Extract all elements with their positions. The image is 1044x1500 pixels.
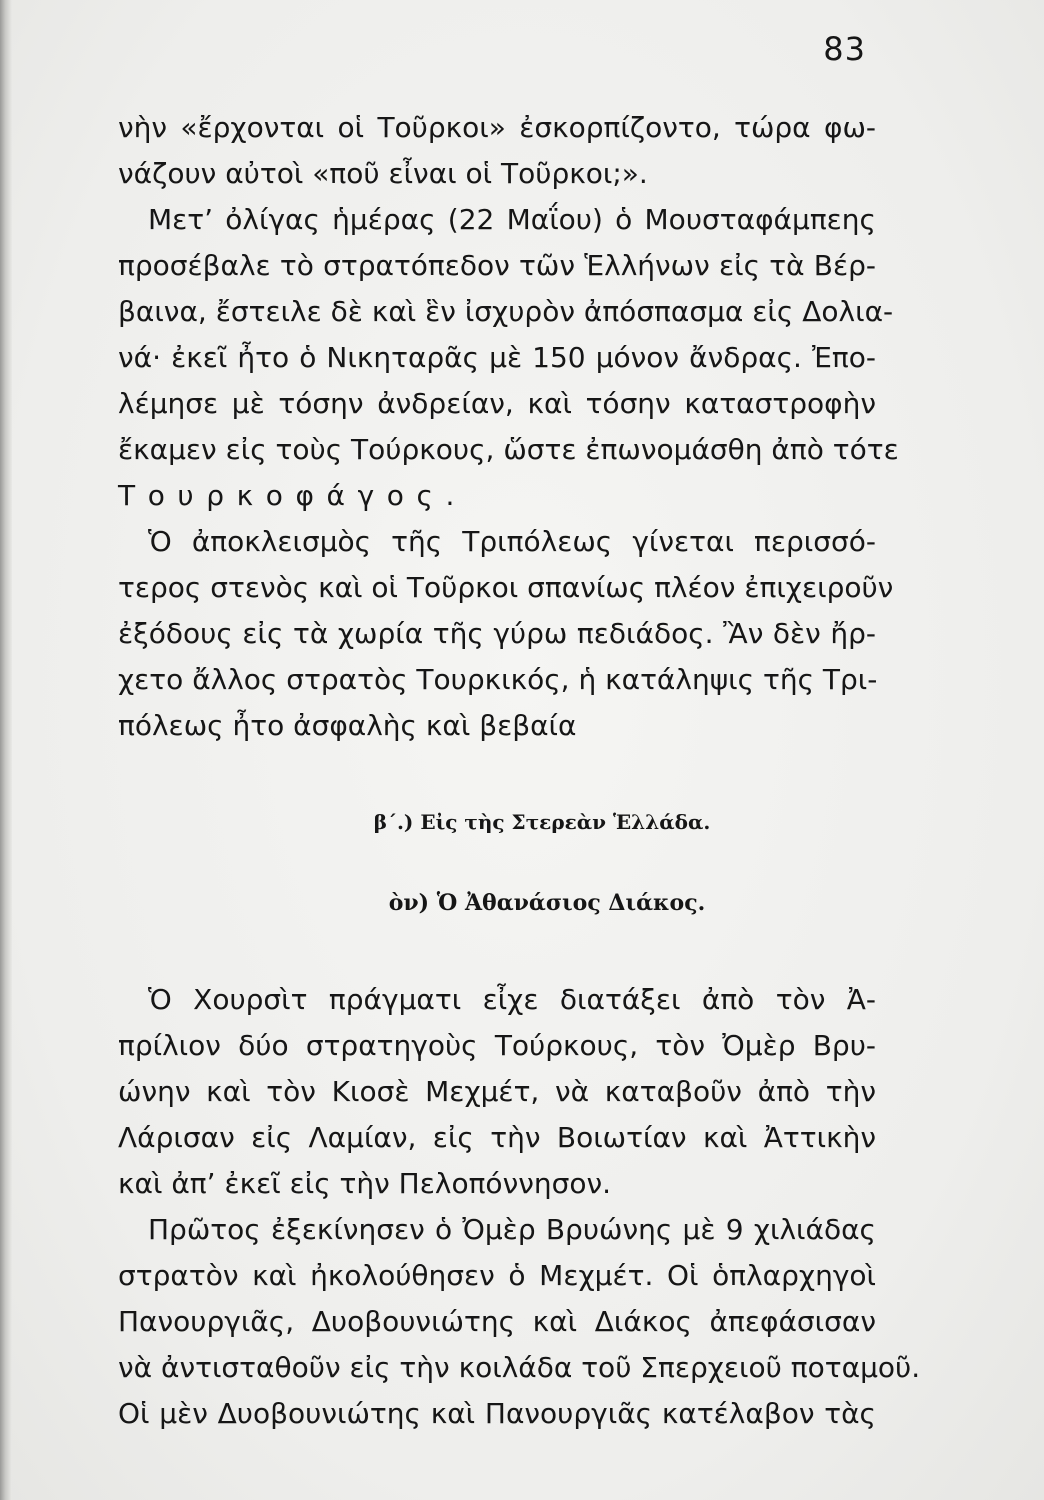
page-number: 83 bbox=[823, 30, 866, 68]
text-line: χετο ἄλλος στρατὸς Τουρκικός, ἡ κατάληψις τῆς Τρι- bbox=[118, 663, 878, 696]
text-line: ἔκαμεν εἰς τοὺς Τούρκους, ὥστε ἐπωνομάσθη ἀπὸ τότε bbox=[118, 433, 899, 466]
text-line: καὶ ἀπ’ ἐκεῖ εἰς τὴν Πελοπόννησον. bbox=[118, 1167, 612, 1200]
text-line: ἐξόδους εἰς τὰ χωρία τῆς γύρω πεδιάδος. Ἂν δὲν ἤρ- bbox=[118, 617, 876, 650]
text-line: Ὁ Χουρσὶτ πράγματι εἶχε διατάξει ἀπὸ τὸν Ἀ- bbox=[148, 983, 876, 1016]
text-line: νάζουν αὐτοὶ «ποῦ εἶναι οἱ Τοῦρκοι;». bbox=[118, 157, 648, 190]
text-line: Πανουργιᾶς, Δυοβουνιώτης καὶ Διάκος ἀπεφάσισαν bbox=[118, 1305, 876, 1338]
text-line: νὴν «ἔρχονται οἱ Τοῦρκοι» ἐσκορπίζοντο, τώρα φω- bbox=[118, 111, 876, 144]
text-line: Οἱ μὲν Δυοβουνιώτης καὶ Πανουργιᾶς κατέλαβον τὰς bbox=[118, 1397, 876, 1430]
text-line: στρατὸν καὶ ἠκολούθησεν ὁ Μεχμέτ. Οἱ ὁπλαρχηγοὶ bbox=[118, 1259, 876, 1292]
text-line: λέμησε μὲ τόσην ἀνδρείαν, καὶ τόσην καταστροφὴν bbox=[118, 387, 876, 420]
text-line: ώνην καὶ τὸν Κιοσὲ Μεχμέτ, νὰ καταβοῦν ἀπὸ τὴν bbox=[118, 1075, 876, 1108]
text-line: πόλεως ἦτο ἀσφαλὴς καὶ βεβαία bbox=[118, 709, 577, 742]
book-spine-shadow bbox=[0, 0, 12, 1500]
text-line: πρίλιον δύο στρατηγοὺς Τούρκους, τὸν Ὀμὲρ Βρυ- bbox=[118, 1029, 876, 1062]
text-line: νά· ἐκεῖ ἦτο ὁ Νικηταρᾶς μὲ 150 μόνον ἄνδρας. Ἐπο- bbox=[118, 341, 876, 374]
text-line: Λάρισαν εἰς Λαμίαν, εἰς τὴν Βοιωτίαν καὶ Ἀττικὴν bbox=[118, 1121, 876, 1154]
text-line-emphasis: Τουρκοφάγος. bbox=[118, 479, 468, 512]
text-line: νὰ ἀντισταθοῦν εἰς τὴν κοιλάδα τοῦ Σπερχειοῦ ποταμοῦ. bbox=[118, 1351, 921, 1384]
text-line: Πρῶτος ἐξεκίνησεν ὁ Ὀμὲρ Βρυώνης μὲ 9 χιλιάδας bbox=[148, 1213, 876, 1246]
text-line: Ὁ ἀποκλεισμὸς τῆς Τριπόλεως γίνεται περισσό- bbox=[148, 525, 876, 558]
text-line: βαινα, ἔστειλε δὲ καὶ ἓν ἰσχυρὸν ἀπόσπασμα εἰς Δολια- bbox=[118, 295, 894, 328]
subsection-heading: ὸν) Ὁ Ἀθανάσιος Διάκος. bbox=[388, 890, 706, 916]
text-line: Μετ’ ὀλίγας ἡμέρας (22 Μαΐου) ὁ Μουσταφάμπεης bbox=[148, 203, 876, 236]
text-line: τερος στενὸς καὶ οἱ Τοῦρκοι σπανίως πλέον ἐπιχειροῦν bbox=[118, 571, 894, 604]
text-line: προσέβαλε τὸ στρατόπεδον τῶν Ἑλλήνων εἰς τὰ Βέρ- bbox=[118, 249, 876, 282]
section-heading: β΄.) Εἰς τὴς Στερεὰν Ἑλλάδα. bbox=[373, 810, 711, 834]
